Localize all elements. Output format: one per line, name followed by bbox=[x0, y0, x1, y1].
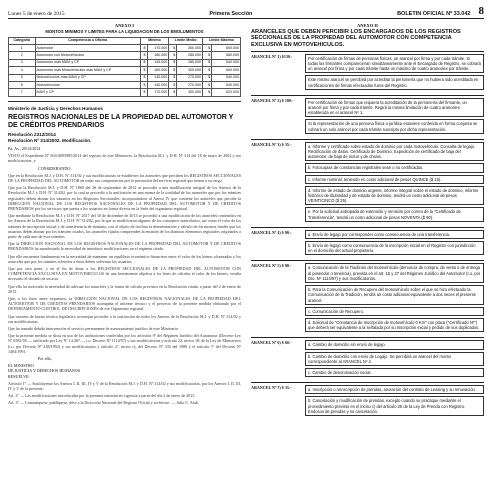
arancel-clause: Este mismo arancel se percibirá por acreditar la personería que no hubiera sido acreditada en certificaciones de firmas efectuadas fuera del Registro. bbox=[305, 75, 484, 89]
arancel-clause: Por certificación de firmas de personas físicas, un arancel por firma y por cada trámite. Si todas las firmantes comparecieran simultáneamente ante el Encargado de Registro, se cobrará un arancel por firma y por cada trámite hasta un máximo de cuatro aranceles por trámite. bbox=[305, 54, 484, 74]
cell-competence: Motovehículos bbox=[35, 81, 140, 88]
arancel-label: ARANCEL Nº 6) $ 60.- bbox=[251, 340, 292, 346]
cell-category: 3 bbox=[9, 59, 36, 66]
col-header-min: Mínimo bbox=[140, 37, 168, 44]
cell-amount: 270.000 bbox=[177, 81, 203, 88]
articles bbox=[8, 381, 241, 406]
article-paragraph: Art. 2º — Las modificaciones introducidas por la presente entrarán en vigencia a partir del día 2 de enero de 2015. bbox=[8, 393, 196, 399]
arancel-label: ARANCEL Nº 4) $ 90.- bbox=[251, 229, 292, 235]
arancel-text bbox=[305, 230, 484, 258]
cell-amount: 580.000 bbox=[212, 52, 241, 59]
arancel-clause: c. Cambio de denominación social. bbox=[305, 368, 484, 377]
cell-amount: $ bbox=[203, 59, 212, 66]
left-column bbox=[8, 22, 241, 418]
cell-amount: $ bbox=[140, 45, 147, 52]
article-paragraph: Art. 3º — Comuníquese, publíquese, dése a la Dirección Nacional del Registro Oficial y archívese. — Julio C. Alak. bbox=[8, 400, 199, 406]
considerando-paragraph: Que en la Resolución M.J. y D.H. Nº 314/02 y sus modificatorias se establecen los aranceles que perciben los REGISTROS SECCIONALES DE LA PROPIEDAD DEL AUTOMOTOR en todas sus competencias por la prestación del servicio registral que tienen a su cargo. bbox=[8, 172, 241, 183]
fees-table-row bbox=[9, 89, 241, 96]
cell-category: 2 bbox=[9, 52, 36, 59]
visto-paragraph: VISTO el Expediente Nº S04:0083985/2014 del registro de este Ministerio, la Resolución M.J. y D.H. Nº 314 del 18 de mayo de 2002 y sus modificatorias, y bbox=[8, 153, 241, 164]
considerando-paragraph: Que por la Resolución M.J. y D.H. Nº 1860 del 26 de septiembre de 2012 se procedió a una modificación integral de los Anexos de la Resolución M.J. y D.H. Nº 314/02, por la cual se procedió a la unificación en una norma de la totalidad de los aranceles que por los trámites registrales deben abonar los usuarios en los Registros Seccionales, incorporándose al Anexo IV que contiene los aranceles que percibe la DIRECCION NACIONAL DE LOS REGISTROS NACIONALES DE LA PROPIEDAD DEL AUTOMOTOR Y DE CREDITOS PRENDARIOS por los servicios que presta a los usuarios en forma directa en la Sede del organismo registral. bbox=[8, 185, 241, 211]
col-header-competence: Competencia u Oficina bbox=[35, 37, 140, 44]
cell-amount: 620.000 bbox=[212, 89, 241, 96]
arancel-clause: Si la representación de una persona física o jurídica estuviere conferida en forma conjunta se cobrará un solo arancel por cada trámite suscripto por dicha representación. bbox=[305, 119, 484, 133]
cell-competence: MAVI y CP bbox=[35, 89, 140, 96]
arancel-text bbox=[305, 385, 484, 418]
cell-amount: 540.000 bbox=[212, 74, 241, 81]
fees-table-row bbox=[9, 52, 241, 59]
cell-amount: $ bbox=[140, 52, 147, 59]
cell-amount: $ bbox=[169, 74, 177, 81]
cell-amount: 270.000 bbox=[177, 74, 203, 81]
fees-table-title: MONTOS MINIMOS Y LIMITES PARA LA LIQUIDACION DE LOS EMOLUMENTOS bbox=[45, 29, 204, 35]
arancel-item bbox=[251, 382, 484, 418]
cell-amount: 600.000 bbox=[212, 67, 241, 74]
place-date: Bs. As., 29/12/2014 bbox=[8, 145, 41, 151]
arancel-item bbox=[251, 51, 484, 92]
page-number: 8 bbox=[478, 7, 484, 17]
cell-amount: 540.000 bbox=[212, 81, 241, 88]
arancel-clause: d. Informe de estado de dominio urgente, informe integral sobre el estado de dominio, informe histórico de titularidad y de estado de dominio, tendrá un costo adicional de pesos VEINTICINCO ($ 25). bbox=[305, 186, 484, 206]
cell-amount: $ bbox=[140, 81, 147, 88]
cell-category: 5 bbox=[9, 74, 36, 81]
considerando-heading: CONSIDERANDO: bbox=[38, 165, 72, 171]
fees-table-row bbox=[9, 59, 241, 66]
cell-amount: 600.000 bbox=[212, 45, 241, 52]
cell-amount: $ bbox=[140, 89, 147, 96]
arancel-list bbox=[251, 51, 484, 418]
arancel-label: ARANCEL Nº 5) $ 90.- bbox=[251, 263, 292, 269]
header-section: Primera Sección bbox=[209, 11, 253, 17]
cell-amount: $ bbox=[140, 74, 147, 81]
arancel-text bbox=[305, 340, 484, 379]
cell-competence: Automotor más Motovehículos más MAVI y CP bbox=[35, 67, 140, 74]
header-publication: BOLETIN OFICIAL Nº 33.042 bbox=[397, 11, 471, 17]
fees-table-body bbox=[9, 45, 241, 97]
arancel-text bbox=[305, 54, 484, 92]
considerando-paragraph: Que ello encuentra fundamento en la necesidad de mantener un equilibrio económico-financiero entre el valor de los bienes alcanzados y los aranceles que por los trámites referidos a éstos deben solventar los usuarios. bbox=[8, 253, 241, 264]
arancel-clause: a. Inscripción o reinscripción de prendas, anotación del contrato de Leasing y su renovación. bbox=[305, 385, 484, 394]
header-date: Lunes 5 de enero de 2015 bbox=[8, 11, 65, 17]
arancel-item bbox=[251, 139, 484, 224]
arancel-clause: b. Para la Comunicación de Recupero del motovehículo sobre el que se hizo efectuado la Comunicación de la Tradición, tendrá un costo adicional equivalente a dos veces el presente arancel. bbox=[305, 285, 484, 305]
considerando-paragraph: Que ha tomado debida intervención el servicio permanente de asesoramiento jurídico de este Ministerio. bbox=[8, 326, 179, 332]
cell-amount: 285.000 bbox=[177, 52, 203, 59]
cell-amount: $ bbox=[169, 59, 177, 66]
gazette-page bbox=[8, 7, 484, 485]
considerando-paragraph: Que razones de buena técnica legislativa aconsejan proceder a la sustitución de todos los Anexos de la Resolución M.J. y D.H. Nº 314/02 y sus modificatorias. bbox=[8, 313, 241, 324]
signer-line-1: EL MINISTRO bbox=[8, 363, 34, 369]
arancel-label: ARANCEL Nº 2) $ 180.- bbox=[251, 97, 294, 103]
arancel-text bbox=[305, 98, 484, 136]
fees-table-row bbox=[9, 45, 241, 52]
cell-amount: 300.000 bbox=[177, 89, 203, 96]
cell-category: 1 bbox=[9, 45, 36, 52]
arancel-clause: a. Cambio de domicilio sin envío de legajo. bbox=[305, 340, 484, 349]
anexo-1-label: ANEXO I bbox=[114, 23, 135, 28]
resuelve-heading: RESUELVE: bbox=[8, 373, 30, 379]
cell-amount: $ bbox=[203, 45, 212, 52]
arancel-clause: b. Envío de legajo como consecuencia de la inscripción inicial en el Registro con jurisdicción en el domicilio del actual propietario. bbox=[305, 241, 484, 255]
arancel-clause: b. Cancelación y modificación de prendas, excepto cuando se practique mediante el procedimiento previsto en el inciso c) del artículo 25 de la Ley de Prenda con Registro. Endosos de prendas y su cancelación. bbox=[305, 396, 484, 416]
arancel-item bbox=[251, 260, 484, 334]
cell-amount: 145.000 bbox=[147, 59, 169, 66]
fees-table bbox=[8, 37, 241, 97]
page-header bbox=[8, 7, 484, 19]
cell-amount: $ bbox=[203, 52, 212, 59]
arancel-clause: a. Informe y certificado sobre estado de dominio por cada motovehículo. Consulta de legajo. Rectificación de datos. Certificado de Dominio. Expedición de certificado de baja del automotor, de baja de motor y de chasis. bbox=[305, 142, 484, 162]
considerando-paragraph: Que, a los fines antes expuestos, la DIRECCION NACIONAL DE LOS REGISTROS NACIONALES DE LA PROPIEDAD DEL AUTOMOTOR Y DE CREDITOS PRENDARIOS acompaña el informe técnico y el proyecto de la presente medida elaborado por el DEPARTAMENTO CONTROL DE INSCRIPCIONES de ese Organismo registral. bbox=[8, 296, 241, 312]
anexo-2-title: ARANCELES QUE DEBEN PERCIBIR LOS ENCARGADOS DE LOS REGISTROS SECCIONALES DE LA PROPIEDAD DEL AUTOMOTOR CON COMPETENCIA EXCLUSIVA EN MOTOVEHICULOS. bbox=[251, 29, 461, 48]
header-right bbox=[397, 7, 484, 17]
cell-amount: $ bbox=[169, 45, 177, 52]
col-header-max: Límite Máximo bbox=[203, 37, 241, 44]
arancel-item bbox=[251, 337, 484, 379]
arancel-clause: c. Informe nominal, teniendo en costo adicional de pesos QUINCE ($ 15). bbox=[305, 175, 484, 184]
resolution-subject: Resolución Nº 314/2002. Modificación. bbox=[8, 137, 92, 143]
article-paragraph: Artículo 1º — Sustitúyense los Anexos I, II, III, IV y V de la Resolución M.J. y D.H. Nº 314/02 y sus modificatorias, por los Anexos I, II, III, IV y V de la presente. bbox=[8, 380, 241, 392]
cell-competence: Automotor más MAVI y CP bbox=[35, 59, 140, 66]
columns bbox=[8, 22, 484, 418]
cell-amount: 160.000 bbox=[147, 67, 169, 74]
arancel-clause: a. Comunicación de la Tradición del motovehículo (denuncia de compra, de venta o de entrega al poseedor o tenencia), prevista en el art. 15 y 27 del Régimen Jurídico del Automotor (t.o. por Dto. Nº 1114/97) y sus modificatorias. bbox=[305, 263, 484, 283]
cell-category: 6 bbox=[9, 81, 36, 88]
divider bbox=[8, 101, 241, 102]
cell-amount: 170.000 bbox=[147, 89, 169, 96]
signer-line-2: DE JUSTICIA Y DERECHOS HUMANOS bbox=[8, 368, 81, 374]
cell-competence: Automotor con Motovehículos bbox=[35, 52, 140, 59]
col-header-category: Categoría bbox=[9, 37, 36, 44]
cell-amount: $ bbox=[203, 74, 212, 81]
arancel-clause: b. Fotocopias de constancias registrales sean o no certificadas. bbox=[305, 163, 484, 172]
resolution-number: Resolución 2312/2014 bbox=[8, 132, 56, 138]
arancel-clause: e. Por la solicitud anticipada de extensión y remisión por correo de la "Certificado de Transferencia", tendrá un costo adicional de pesos NOVENTA ($ 90). bbox=[305, 207, 484, 221]
cell-amount: $ bbox=[140, 59, 147, 66]
cell-category: 7 bbox=[9, 89, 36, 96]
por-ello: Por ello, bbox=[38, 356, 52, 362]
arancel-text bbox=[305, 263, 484, 334]
arancel-label: ARANCEL Nº 7) $ 35.- bbox=[251, 385, 292, 391]
considerando-paragraph: Que la presente medida se dicta en uso de las atribuciones conferidas por los artículos 9º del Régimen Jurídico del Automotor (Decreto-Ley Nº 6582/58 — ratificado por Ley Nº 14.467—, t.o. Decreto Nº 1114/97) y sus modificatorias y artículo 22, inciso 18, de la Ley de Ministerios (t.o. por Decreto Nº 438/1992) y sus modificatorias y artículo 2º, inciso c), del Decreto Nº 335 del 1988 y el artículo 1º del Decreto Nº 1404/1991. bbox=[8, 333, 241, 354]
arancel-label: ARANCEL Nº 1) $130.- bbox=[251, 53, 293, 59]
fees-table-header bbox=[9, 37, 241, 44]
fees-table-row bbox=[9, 67, 241, 74]
cell-amount: $ bbox=[169, 81, 177, 88]
arancel-item bbox=[251, 227, 484, 258]
cell-competence: Automotor bbox=[35, 45, 140, 52]
arancel-clause: a. Envío de legajo por corresponder como consecuencia de una transferencia. bbox=[305, 230, 484, 239]
cell-amount: 540.000 bbox=[212, 59, 241, 66]
arancel-item bbox=[251, 95, 484, 136]
considerando-paragraphs bbox=[8, 173, 241, 354]
arancel-clause: c. Comunicación de Recupero. bbox=[305, 307, 484, 316]
cell-amount: $ bbox=[203, 67, 212, 74]
cell-amount: $ bbox=[169, 89, 177, 96]
cell-amount: $ bbox=[203, 81, 212, 88]
ministry-name: Ministerio de Justicia y Derechos Humanos bbox=[8, 105, 103, 111]
cell-amount: 140.000 bbox=[147, 81, 169, 88]
cell-amount: 140.000 bbox=[147, 74, 169, 81]
cell-amount: 285.000 bbox=[177, 59, 203, 66]
considerando-paragraph: Que mediante la Resolución M.J. y D.H. Nº 2617 del 30 de diciembre de 2013 se procedió a una modificación de los aranceles contenidos en los Anexos de la Resolución M.J. y D.H. Nº 314/02, por la que se modificaron algunos de los conceptos arancelarios, así como el valor de los trámites de inscripción inicial y de transferencia de dominio, con el objeto de facilitar la determinación y cálculo de los montos finales que los usuarios deben abonar por los trámites citados, los aranceles fijados comprenden la emisión de los distintos elementos registrales originados a partir de cada uno de esos trámites. bbox=[8, 213, 241, 239]
cell-amount: $ bbox=[203, 89, 212, 96]
cell-amount: $ bbox=[169, 52, 177, 59]
arancel-text bbox=[305, 142, 484, 224]
arancel-clause: b. Cambio de domicilio con envío de Legajo. Se percibirá un arancel del monto correspondiente al ARANCEL Nº 4. bbox=[305, 352, 484, 366]
cell-competence: Motovehículos más MAVI y CP bbox=[35, 74, 140, 81]
considerando-paragraph: Que por otra parte, y en el fin de dotar a los REGISTROS SECCIONALES DE LA PROPIEDAD DEL AUTOMOTOR CON COMPETENCIA EXCLUSIVA EN MOTOVEHICULOS de una herramienta objetiva a los fines de calcular el valor de los bienes, resulta necesario el dictado de un acto. bbox=[8, 266, 241, 282]
agency-title: REGISTROS NACIONALES DE LA PROPIEDAD DEL AUTOMOTOR Y DE CRÉDITOS PRENDARIOS bbox=[8, 114, 234, 130]
cell-amount: 160.000 bbox=[147, 52, 169, 59]
arancel-clause: Por certificación de firmas que requiera la acreditación de la personería del firmante, un arancel por firma y por cada trámite. Regirá la misma limitación de cuatro aranceles establecida en el arancel Nº 1. bbox=[305, 98, 484, 118]
cell-amount: 300.000 bbox=[177, 45, 203, 52]
right-column bbox=[251, 22, 484, 418]
cell-amount: 300.000 bbox=[177, 67, 203, 74]
fees-table-row bbox=[9, 74, 241, 81]
considerando-paragraph: Que la DIRECCION NACIONAL DE LOS REGISTROS NACIONALES DE LA PROPIEDAD DEL AUTOMOTOR Y DE CREDITOS PRENDARIOS ha manifestado la necesidad de introducir modificaciones en el régimen citado. bbox=[8, 241, 241, 252]
considerando-paragraph: Que ello ha motivado la necesidad de adecuar los aranceles y la forma de cálculo previstos en la Resolución citada, a partir del 2 de enero de 2015. bbox=[8, 283, 241, 294]
arancel-label: ARANCEL Nº 3) $ 35.- bbox=[251, 141, 292, 147]
cell-category: 4 bbox=[9, 67, 36, 74]
fees-table-row bbox=[9, 81, 241, 88]
col-header-mid: Límite Medio bbox=[169, 37, 203, 44]
cell-amount: $ bbox=[169, 67, 177, 74]
cell-amount: 170.000 bbox=[147, 45, 169, 52]
anexo-2-label: ANEXO II bbox=[357, 23, 378, 28]
cell-amount: $ bbox=[140, 67, 147, 74]
arancel-clause: d. Solicitud de "Constancia de Inscripción de motovehículo 0 Km" con placa ("Certificado Nº") que deberá ser equivalente a la señalada por su Inscripción inicial y pedido de sus duplicados. bbox=[305, 318, 484, 332]
